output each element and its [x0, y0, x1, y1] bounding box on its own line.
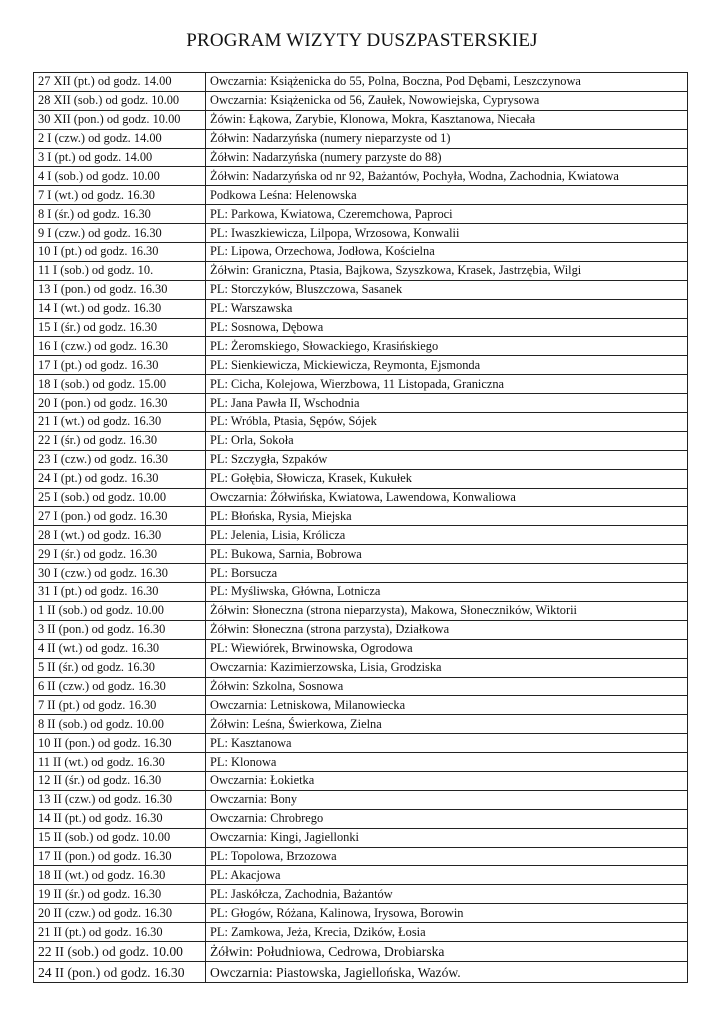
page-title: PROGRAM WIZYTY DUSZPASTERSKIEJ	[186, 30, 538, 51]
visit-streets-cell: PL: Jana Pawła II, Wschodnia	[206, 394, 688, 413]
visit-date-cell: 28 I (wt.) od godz. 16.30	[34, 526, 206, 545]
table-row	[34, 431, 688, 450]
visit-date-cell: 1 II (sob.) od godz. 10.00	[34, 601, 206, 620]
visit-streets-cell: Żółwin: Słoneczna (strona nieparzysta), Makowa, Słoneczników, Wiktorii	[206, 601, 688, 620]
visit-streets-cell: PL: Głogów, Różana, Kalinowa, Irysowa, Borowin	[206, 904, 688, 923]
visit-streets-cell: PL: Cicha, Kolejowa, Wierzbowa, 11 Listopada, Graniczna	[206, 375, 688, 394]
visit-date-cell: 18 II (wt.) od godz. 16.30	[34, 866, 206, 885]
visit-streets-cell: PL: Storczyków, Bluszczowa, Sasanek	[206, 280, 688, 299]
table-row	[34, 488, 688, 507]
visit-streets-cell: Żówin: Łąkowa, Zarybie, Klonowa, Mokra, Kasztanowa, Niecała	[206, 110, 688, 129]
visit-date-cell: 15 II (sob.) od godz. 10.00	[34, 828, 206, 847]
table-row	[34, 129, 688, 148]
visit-streets-cell: PL: Sienkiewicza, Mickiewicza, Reymonta, Ejsmonda	[206, 356, 688, 375]
visit-streets-cell: PL: Szczygła, Szpaków	[206, 450, 688, 469]
visit-date-cell: 5 II (śr.) od godz. 16.30	[34, 658, 206, 677]
table-row	[34, 677, 688, 696]
visit-streets-cell: PL: Gołębia, Słowicza, Krasek, Kukułek	[206, 469, 688, 488]
table-row	[34, 148, 688, 167]
visit-date-cell: 6 II (czw.) od godz. 16.30	[34, 677, 206, 696]
table-row	[34, 545, 688, 564]
table-row	[34, 734, 688, 753]
visit-streets-cell: PL: Jaskółcza, Zachodnia, Bażantów	[206, 885, 688, 904]
table-row	[34, 583, 688, 602]
table-row	[34, 167, 688, 186]
visit-streets-cell: Żółwin: Graniczna, Ptasia, Bajkowa, Szyszkowa, Krasek, Jastrzębia, Wilgi	[206, 261, 688, 280]
table-row	[34, 923, 688, 942]
visit-streets-cell: Żółwin: Słoneczna (strona parzysta), Działkowa	[206, 620, 688, 639]
table-row	[34, 299, 688, 318]
visit-date-cell: 14 II (pt.) od godz. 16.30	[34, 809, 206, 828]
visit-streets-cell: PL: Warszawska	[206, 299, 688, 318]
table-row	[34, 91, 688, 110]
visit-streets-cell: Żółwin: Szkolna, Sosnowa	[206, 677, 688, 696]
visit-streets-cell: Owczarnia: Chrobrego	[206, 809, 688, 828]
table-row	[34, 885, 688, 904]
visit-streets-cell: PL: Jelenia, Lisia, Królicza	[206, 526, 688, 545]
table-row	[34, 904, 688, 923]
table-row	[34, 243, 688, 262]
visit-date-cell: 7 II (pt.) od godz. 16.30	[34, 696, 206, 715]
table-row	[34, 469, 688, 488]
visit-streets-cell: Żółwin: Nadarzyńska (numery parzyste do 88)	[206, 148, 688, 167]
table-row	[34, 507, 688, 526]
visit-streets-cell: Owczarnia: Letniskowa, Milanowiecka	[206, 696, 688, 715]
visit-streets-cell: Owczarnia: Piastowska, Jagiellońska, Wazów.	[206, 962, 688, 983]
visit-date-cell: 8 I (śr.) od godz. 16.30	[34, 205, 206, 224]
table-row	[34, 110, 688, 129]
visit-date-cell: 31 I (pt.) od godz. 16.30	[34, 583, 206, 602]
visit-date-cell: 15 I (śr.) od godz. 16.30	[34, 318, 206, 337]
table-row	[34, 790, 688, 809]
table-row	[34, 866, 688, 885]
visit-date-cell: 13 I (pon.) od godz. 16.30	[34, 280, 206, 299]
table-row	[34, 224, 688, 243]
visit-date-cell: 10 II (pon.) od godz. 16.30	[34, 734, 206, 753]
visit-date-cell: 20 II (czw.) od godz. 16.30	[34, 904, 206, 923]
table-row	[34, 526, 688, 545]
visit-streets-cell: PL: Żeromskiego, Słowackiego, Krasińskiego	[206, 337, 688, 356]
visit-date-cell: 24 II (pon.) od godz. 16.30	[34, 962, 206, 983]
table-row	[34, 564, 688, 583]
visit-streets-cell: PL: Topolowa, Brzozowa	[206, 847, 688, 866]
table-row	[34, 639, 688, 658]
visit-date-cell: 3 II (pon.) od godz. 16.30	[34, 620, 206, 639]
visit-date-cell: 22 I (śr.) od godz. 16.30	[34, 431, 206, 450]
table-row	[34, 715, 688, 734]
visit-streets-cell: Żółwin: Nadarzyńska od nr 92, Bażantów, Pochyła, Wodna, Zachodnia, Kwiatowa	[206, 167, 688, 186]
visit-streets-cell: Żółwin: Południowa, Cedrowa, Drobiarska	[206, 941, 688, 962]
table-row	[34, 186, 688, 205]
visit-date-cell: 30 I (czw.) od godz. 16.30	[34, 564, 206, 583]
table-row	[34, 753, 688, 772]
table-row	[34, 261, 688, 280]
table-row	[34, 601, 688, 620]
table-row	[34, 205, 688, 224]
visit-streets-cell: Owczarnia: Żółwińska, Kwiatowa, Lawendowa, Konwaliowa	[206, 488, 688, 507]
visit-date-cell: 27 I (pon.) od godz. 16.30	[34, 507, 206, 526]
table-row	[34, 413, 688, 432]
visit-date-cell: 18 I (sob.) od godz. 15.00	[34, 375, 206, 394]
table-row	[34, 941, 688, 962]
table-row	[34, 962, 688, 983]
visit-date-cell: 2 I (czw.) od godz. 14.00	[34, 129, 206, 148]
visit-date-cell: 22 II (sob.) od godz. 10.00	[34, 941, 206, 962]
visit-streets-cell: Owczarnia: Książenicka do 55, Polna, Boczna, Pod Dębami, Leszczynowa	[206, 73, 688, 92]
visit-date-cell: 11 II (wt.) od godz. 16.30	[34, 753, 206, 772]
visit-date-cell: 24 I (pt.) od godz. 16.30	[34, 469, 206, 488]
visit-date-cell: 20 I (pon.) od godz. 16.30	[34, 394, 206, 413]
table-row	[34, 318, 688, 337]
table-row	[34, 620, 688, 639]
visit-streets-cell: Żółwin: Leśna, Świerkowa, Zielna	[206, 715, 688, 734]
visit-streets-cell: PL: Błońska, Rysia, Miejska	[206, 507, 688, 526]
visit-streets-cell: Podkowa Leśna: Helenowska	[206, 186, 688, 205]
visit-streets-cell: PL: Myśliwska, Główna, Lotnicza	[206, 583, 688, 602]
visit-streets-cell: PL: Akacjowa	[206, 866, 688, 885]
table-row	[34, 771, 688, 790]
visit-date-cell: 8 II (sob.) od godz. 10.00	[34, 715, 206, 734]
visit-streets-cell: PL: Wiewiórek, Brwinowska, Ogrodowa	[206, 639, 688, 658]
table-row	[34, 847, 688, 866]
visit-date-cell: 14 I (wt.) od godz. 16.30	[34, 299, 206, 318]
schedule-body	[34, 73, 688, 983]
visit-streets-cell: PL: Borsucza	[206, 564, 688, 583]
table-row	[34, 375, 688, 394]
visit-date-cell: 23 I (czw.) od godz. 16.30	[34, 450, 206, 469]
visit-streets-cell: PL: Orla, Sokoła	[206, 431, 688, 450]
table-row	[34, 809, 688, 828]
table-row	[34, 696, 688, 715]
visit-streets-cell: Żółwin: Nadarzyńska (numery nieparzyste od 1)	[206, 129, 688, 148]
visit-date-cell: 21 II (pt.) od godz. 16.30	[34, 923, 206, 942]
visit-streets-cell: Owczarnia: Kazimierzowska, Lisia, Grodziska	[206, 658, 688, 677]
visit-streets-cell: PL: Bukowa, Sarnia, Bobrowa	[206, 545, 688, 564]
visit-streets-cell: Owczarnia: Łokietka	[206, 771, 688, 790]
table-row	[34, 658, 688, 677]
visit-streets-cell: PL: Wróbla, Ptasia, Sępów, Sójek	[206, 413, 688, 432]
visit-date-cell: 28 XII (sob.) od godz. 10.00	[34, 91, 206, 110]
visit-date-cell: 17 I (pt.) od godz. 16.30	[34, 356, 206, 375]
visit-date-cell: 16 I (czw.) od godz. 16.30	[34, 337, 206, 356]
visit-streets-cell: Owczarnia: Bony	[206, 790, 688, 809]
table-row	[34, 337, 688, 356]
visit-date-cell: 10 I (pt.) od godz. 16.30	[34, 243, 206, 262]
visit-streets-cell: PL: Kasztanowa	[206, 734, 688, 753]
table-row	[34, 73, 688, 92]
visit-date-cell: 4 II (wt.) od godz. 16.30	[34, 639, 206, 658]
visit-streets-cell: PL: Lipowa, Orzechowa, Jodłowa, Kościelna	[206, 243, 688, 262]
visit-date-cell: 17 II (pon.) od godz. 16.30	[34, 847, 206, 866]
visit-date-cell: 12 II (śr.) od godz. 16.30	[34, 771, 206, 790]
visit-streets-cell: Owczarnia: Kingi, Jagiellonki	[206, 828, 688, 847]
visit-date-cell: 4 I (sob.) od godz. 10.00	[34, 167, 206, 186]
table-row	[34, 280, 688, 299]
visit-date-cell: 9 I (czw.) od godz. 16.30	[34, 224, 206, 243]
table-row	[34, 394, 688, 413]
visit-streets-cell: PL: Sosnowa, Dębowa	[206, 318, 688, 337]
visit-date-cell: 3 I (pt.) od godz. 14.00	[34, 148, 206, 167]
visit-date-cell: 29 I (śr.) od godz. 16.30	[34, 545, 206, 564]
visit-date-cell: 30 XII (pon.) od godz. 10.00	[34, 110, 206, 129]
visit-date-cell: 19 II (śr.) od godz. 16.30	[34, 885, 206, 904]
visit-streets-cell: PL: Iwaszkiewicza, Lilpopa, Wrzosowa, Konwalii	[206, 224, 688, 243]
visit-date-cell: 7 I (wt.) od godz. 16.30	[34, 186, 206, 205]
table-row	[34, 356, 688, 375]
visit-date-cell: 21 I (wt.) od godz. 16.30	[34, 413, 206, 432]
visit-date-cell: 11 I (sob.) od godz. 10.	[34, 261, 206, 280]
visit-date-cell: 25 I (sob.) od godz. 10.00	[34, 488, 206, 507]
visit-schedule-table	[33, 72, 688, 983]
table-row	[34, 828, 688, 847]
visit-streets-cell: PL: Klonowa	[206, 753, 688, 772]
table-row	[34, 450, 688, 469]
visit-date-cell: 13 II (czw.) od godz. 16.30	[34, 790, 206, 809]
visit-streets-cell: Owczarnia: Książenicka od 56, Zaułek, Nowowiejska, Cyprysowa	[206, 91, 688, 110]
visit-streets-cell: PL: Parkowa, Kwiatowa, Czeremchowa, Paproci	[206, 205, 688, 224]
visit-streets-cell: PL: Zamkowa, Jeża, Krecia, Dzików, Łosia	[206, 923, 688, 942]
visit-date-cell: 27 XII (pt.) od godz. 14.00	[34, 73, 206, 92]
